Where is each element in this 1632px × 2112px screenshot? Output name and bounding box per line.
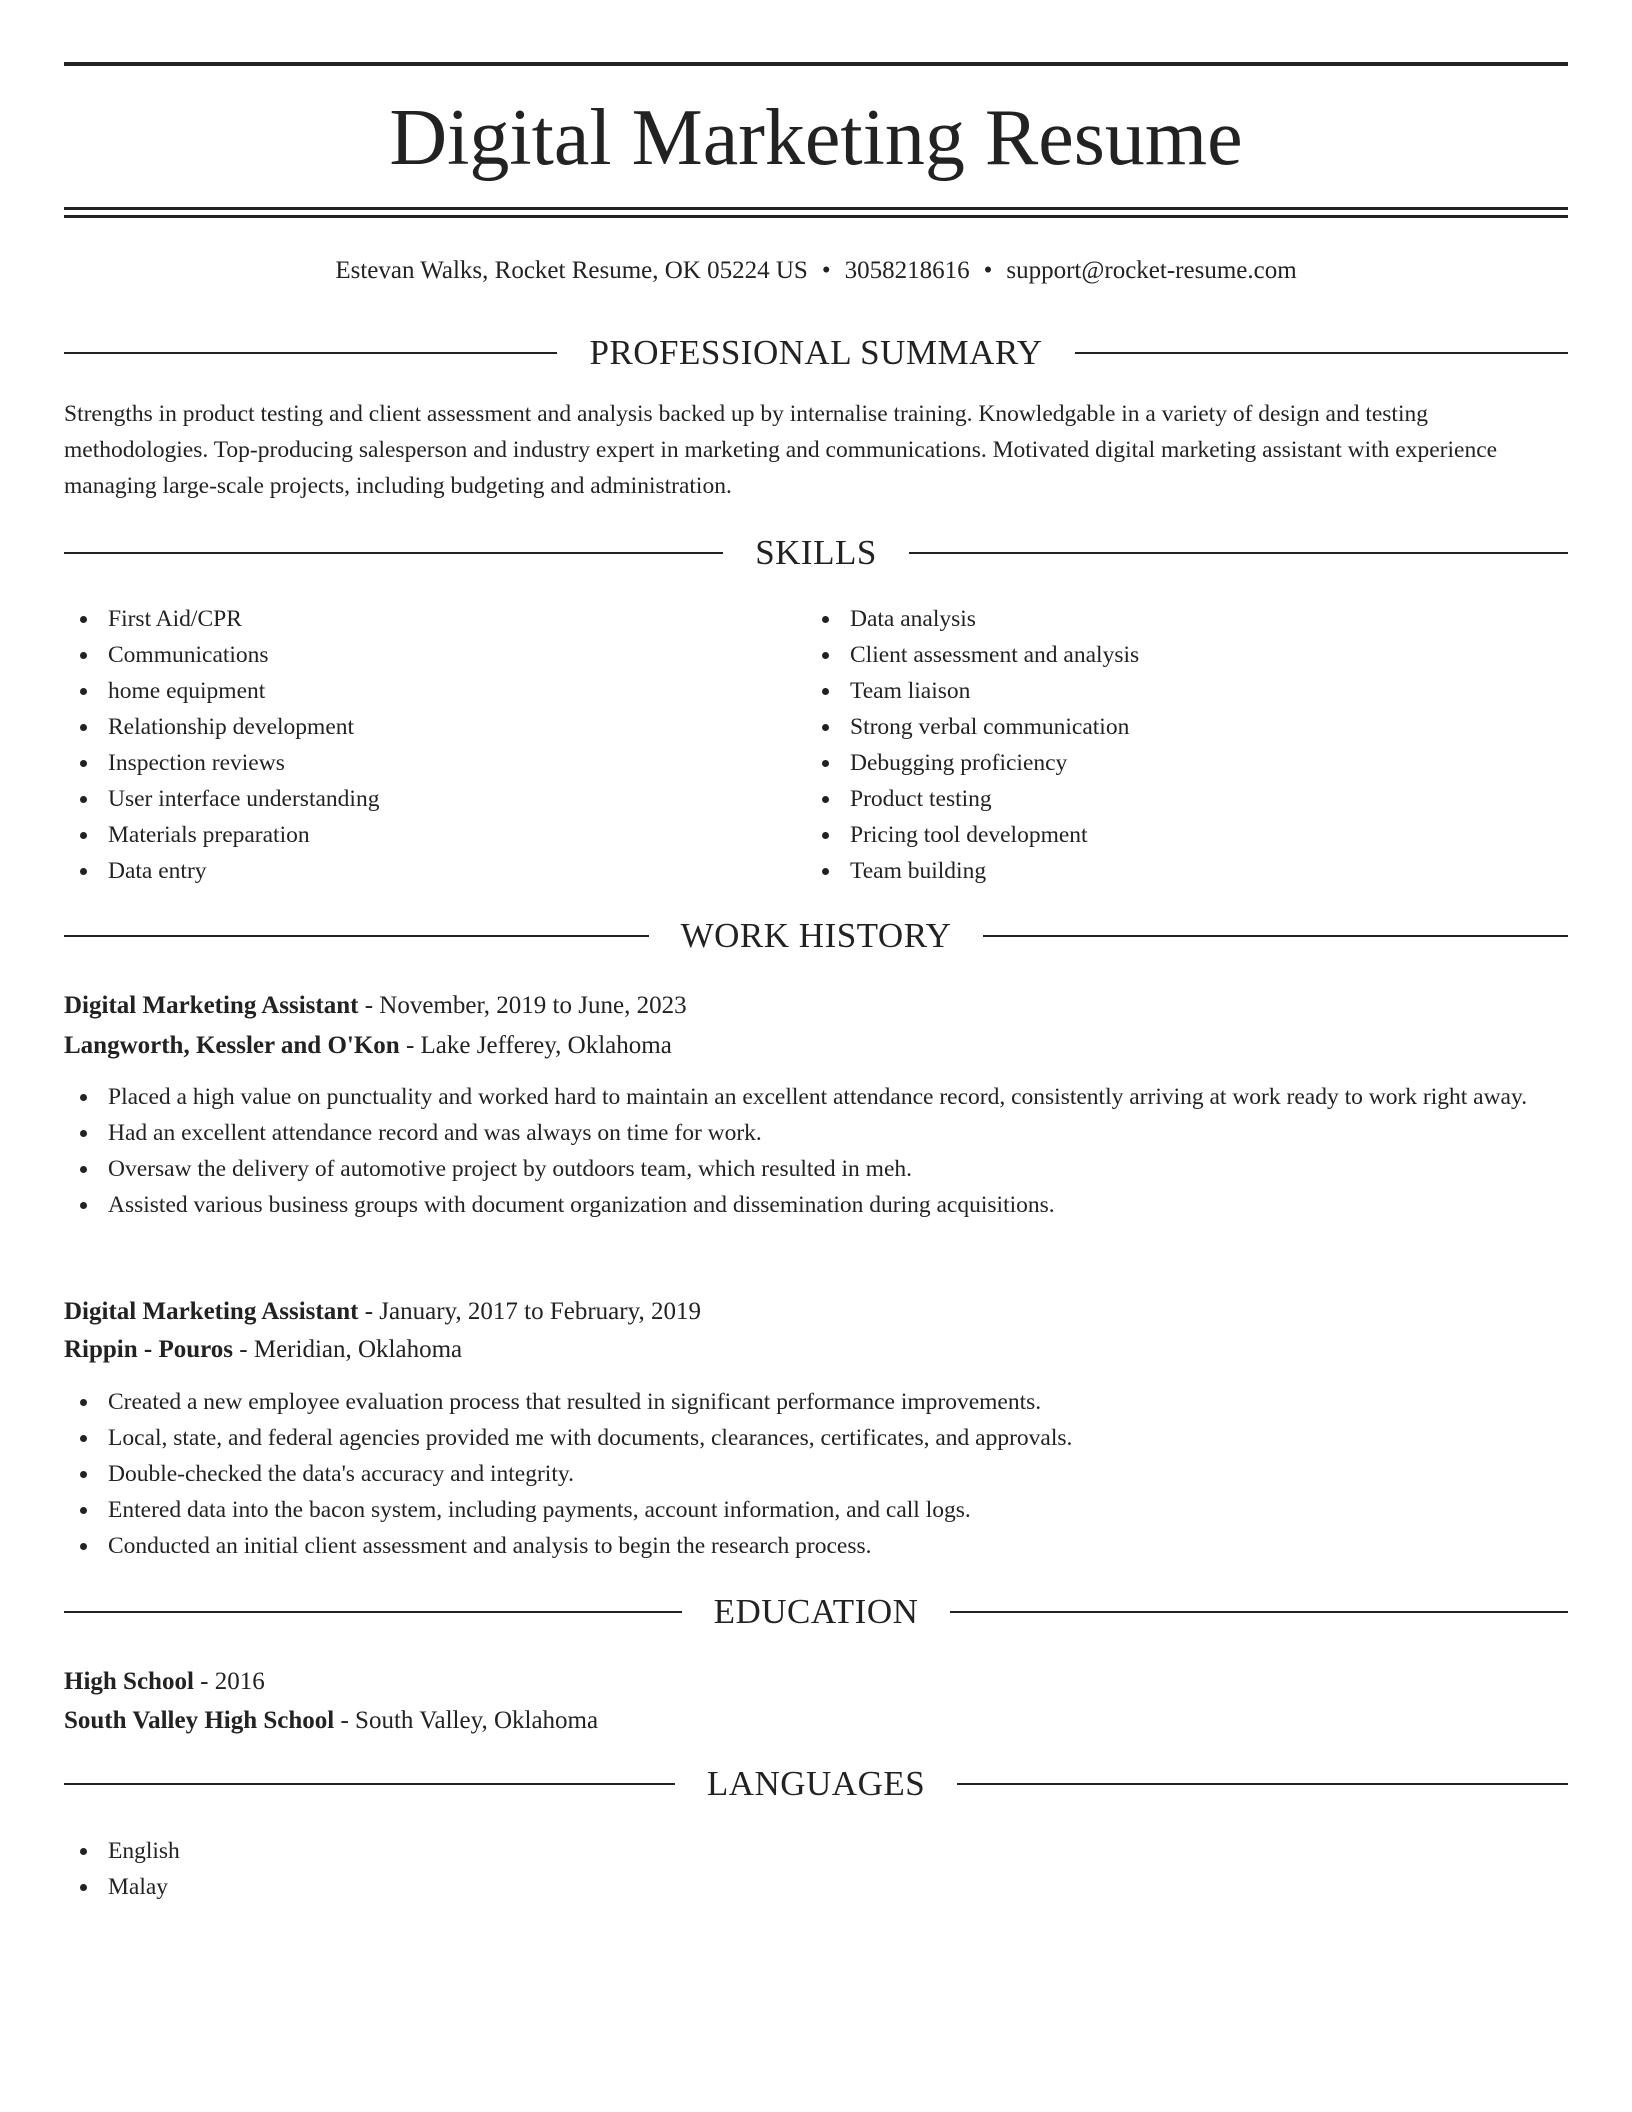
summary-text: Strengths in product testing and client assessment and analysis backed up by internalise training. Knowledgable in a variety of design and testing methodologies. Top-producing salesperson and industry expert in marketing and communications. Motivated digital marketing assistant with experience managing large-scale projects, including budgeting and administration. xyxy=(64,401,1498,499)
skill-item: Client assessment and analysis xyxy=(806,637,1506,673)
job-company: Langworth, Kessler and O'Kon xyxy=(64,1032,400,1059)
section-title: EDUCATION xyxy=(713,1592,919,1631)
job-title: Digital Marketing Assistant xyxy=(64,992,359,1019)
contact-phone: 3058218616 xyxy=(844,257,970,284)
job-duty-item: Created a new employee evaluation process that resulted in significant performance improvements. xyxy=(64,1384,1568,1420)
section-header-languages xyxy=(64,1762,1568,1806)
skill-item: Team building xyxy=(806,853,1506,889)
resume-title: Digital Marketing Resume xyxy=(389,94,1243,182)
skill-item: Product testing xyxy=(806,781,1506,817)
section-title: LANGUAGES xyxy=(706,1764,926,1803)
job-duty-item: Had an excellent attendance record and was always on time for work. xyxy=(64,1115,1568,1151)
contact-line xyxy=(64,254,1568,288)
skill-item: Strong verbal communication xyxy=(806,709,1506,745)
skill-item: Communications xyxy=(64,637,764,673)
skills-list-right xyxy=(806,601,1506,889)
job-company-line xyxy=(64,1028,1568,1064)
contact-address: Estevan Walks, Rocket Resume, OK 05224 US xyxy=(335,257,808,284)
skill-item: Data analysis xyxy=(806,601,1506,637)
section-rule xyxy=(909,552,1568,554)
job-duties-list xyxy=(64,1384,1568,1564)
section-header-skills xyxy=(64,531,1568,575)
section-rule xyxy=(983,935,1568,937)
contact-separator: • xyxy=(821,257,831,284)
skills-list-left xyxy=(64,601,764,889)
job-location: - Lake Jefferey, Oklahoma xyxy=(399,1032,672,1059)
job-dates: - January, 2017 to February, 2019 xyxy=(358,1298,701,1325)
job-duty-item: Local, state, and federal agencies provided me with documents, clearances, certificates, and approvals. xyxy=(64,1420,1568,1456)
job-duty-item: Conducted an initial client assessment and analysis to begin the research process. xyxy=(64,1528,1568,1564)
job-title: Digital Marketing Assistant xyxy=(64,1298,359,1325)
section-rule xyxy=(64,935,649,937)
skill-item: Debugging proficiency xyxy=(806,745,1506,781)
section-rule xyxy=(64,352,557,354)
top-rule xyxy=(64,62,1568,66)
languages-block xyxy=(64,1833,1568,1905)
job-duty-item: Entered data into the bacon system, including payments, account information, and call logs. xyxy=(64,1492,1568,1528)
section-header-work-history xyxy=(64,914,1568,958)
education-degree: High School xyxy=(64,1668,194,1695)
section-rule xyxy=(64,1783,675,1785)
job-title-line xyxy=(64,988,1568,1024)
section-header-summary xyxy=(64,331,1568,375)
skill-item: Team liaison xyxy=(806,673,1506,709)
language-item: Malay xyxy=(64,1869,1568,1905)
contact-email: support@rocket-resume.com xyxy=(1006,257,1297,284)
job-company-line xyxy=(64,1332,1568,1368)
language-item: English xyxy=(64,1833,1568,1869)
job-duty-item: Assisted various business groups with document organization and dissemination during acquisitions. xyxy=(64,1187,1568,1223)
education-degree-line xyxy=(64,1664,1568,1700)
skills-right-column xyxy=(806,601,1506,889)
education-school: South Valley High School xyxy=(64,1707,335,1734)
skill-item: Inspection reviews xyxy=(64,745,764,781)
section-title: SKILLS xyxy=(755,533,877,572)
contact-separator: • xyxy=(983,257,993,284)
section-title: PROFESSIONAL SUMMARY xyxy=(589,333,1043,372)
section-rule xyxy=(950,1611,1568,1613)
job-bullets xyxy=(64,1079,1568,1223)
title-rule-lower xyxy=(64,215,1568,218)
job-title-line xyxy=(64,1294,1568,1330)
skill-item: Pricing tool development xyxy=(806,817,1506,853)
job-company: Rippin - Pouros xyxy=(64,1336,234,1363)
section-header-education xyxy=(64,1590,1568,1634)
job-location: - Meridian, Oklahoma xyxy=(233,1336,463,1363)
skill-item: home equipment xyxy=(64,673,764,709)
section-rule xyxy=(957,1783,1568,1785)
section-title: WORK HISTORY xyxy=(680,916,952,955)
education-location: - South Valley, Oklahoma xyxy=(334,1707,599,1734)
skill-item: First Aid/CPR xyxy=(64,601,764,637)
skill-item: User interface understanding xyxy=(64,781,764,817)
job-duties-list xyxy=(64,1079,1568,1223)
skill-item: Materials preparation xyxy=(64,817,764,853)
languages-list xyxy=(64,1833,1568,1905)
section-rule xyxy=(1075,352,1568,354)
education-year: - 2016 xyxy=(193,1668,265,1695)
job-bullets xyxy=(64,1384,1568,1564)
skills-left-column xyxy=(64,601,764,889)
title-rule-upper xyxy=(64,207,1568,210)
education-school-line xyxy=(64,1703,1568,1739)
skill-item: Data entry xyxy=(64,853,764,889)
section-rule xyxy=(64,1611,682,1613)
section-rule xyxy=(64,552,723,554)
job-duty-item: Double-checked the data's accuracy and integrity. xyxy=(64,1456,1568,1492)
job-dates: - November, 2019 to June, 2023 xyxy=(358,992,687,1019)
job-duty-item: Placed a high value on punctuality and worked hard to maintain an excellent attendance record, consistently arriving at work ready to work right away. xyxy=(64,1079,1568,1115)
job-duty-item: Oversaw the delivery of automotive project by outdoors team, which resulted in meh. xyxy=(64,1151,1568,1187)
skill-item: Relationship development xyxy=(64,709,764,745)
